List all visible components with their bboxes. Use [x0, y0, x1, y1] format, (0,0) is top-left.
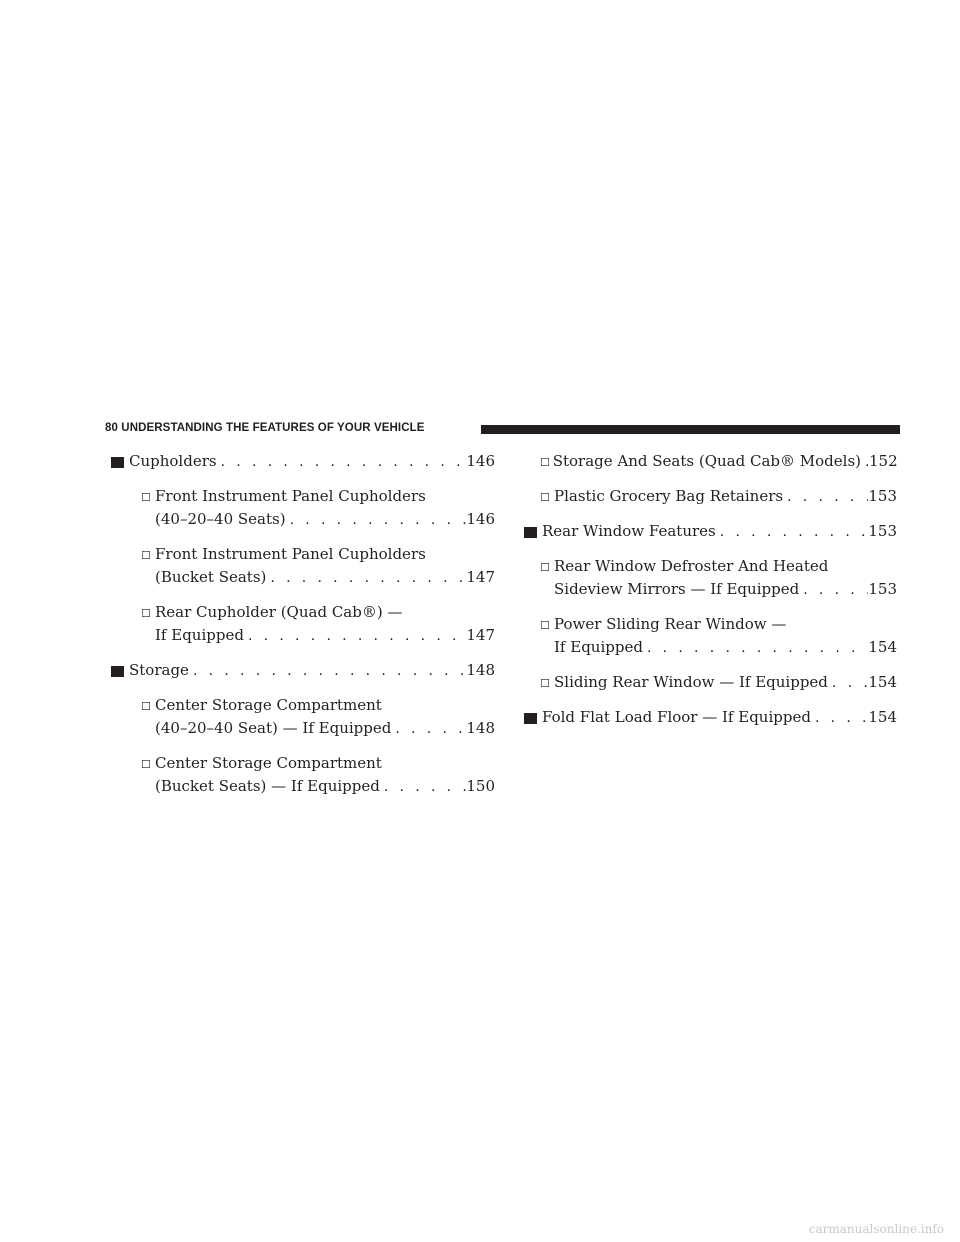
toc-page-number: 146	[466, 452, 495, 470]
toc-right-column	[524, 450, 897, 729]
toc-title: Plastic Grocery Bag Retainers	[554, 487, 784, 505]
toc-page-number: 147	[466, 568, 495, 586]
leader-dots	[716, 521, 869, 544]
leader-dots	[828, 672, 868, 695]
leader-dots	[217, 451, 467, 474]
toc-entry-fold-flat-load-floor[interactable]	[524, 706, 897, 729]
toc-page-number: 153	[868, 580, 897, 598]
toc-title: Center Storage Compartment	[155, 754, 382, 772]
subsection-box-icon: ☐	[141, 700, 151, 713]
toc-entry-storage[interactable]	[111, 659, 495, 682]
section-bullet-icon	[524, 527, 537, 538]
toc-entry-rear-cupholder[interactable]	[111, 601, 495, 647]
toc-title: Sliding Rear Window — If Equipped	[554, 673, 828, 691]
toc-title-continued: Sideview Mirrors — If Equipped	[554, 580, 800, 598]
toc-entry-rear-window-features[interactable]	[524, 520, 897, 543]
subsection-box-icon: ☐	[540, 561, 550, 574]
leader-dots	[266, 567, 466, 590]
subsection-box-icon: ☐	[141, 607, 151, 620]
toc-title: Front Instrument Panel Cupholders	[155, 545, 426, 563]
subsection-box-icon: ☐	[540, 456, 550, 469]
leader-dots	[244, 625, 466, 648]
section-bullet-icon	[111, 457, 124, 468]
toc-left-column	[111, 450, 495, 798]
leader-dots	[861, 451, 869, 474]
page-header	[105, 420, 900, 440]
toc-entry-front-panel-cupholders-4020[interactable]	[111, 485, 495, 531]
leader-dots	[643, 637, 868, 660]
leader-dots	[811, 707, 868, 730]
leader-dots	[189, 660, 466, 683]
toc-page-number: 153	[868, 487, 897, 505]
header-rule	[481, 425, 900, 434]
toc-title-continued: (40–20–40 Seat) — If Equipped	[155, 719, 392, 737]
toc-page-number: 154	[868, 673, 897, 691]
toc-entry-storage-and-seats[interactable]	[524, 450, 897, 473]
leader-dots	[380, 776, 467, 799]
watermark-text: carmanualsonline.info	[808, 1222, 944, 1236]
toc-title: Front Instrument Panel Cupholders	[155, 487, 426, 505]
toc-title: Rear Window Features	[542, 522, 716, 540]
subsection-box-icon: ☐	[141, 549, 151, 562]
toc-page-number: 148	[466, 719, 495, 737]
toc-page-number: 150	[466, 777, 495, 795]
toc-title-continued: (Bucket Seats)	[155, 568, 267, 586]
toc-entry-center-storage-4020[interactable]	[111, 694, 495, 740]
toc-page-number: 154	[868, 708, 897, 726]
toc-page-number: 152	[869, 452, 898, 470]
subsection-box-icon: ☐	[141, 491, 151, 504]
toc-page-number: 153	[868, 522, 897, 540]
toc-title: Cupholders	[129, 452, 217, 470]
header-title: 80 UNDERSTANDING THE FEATURES OF YOUR VEHICLE	[105, 422, 425, 434]
leader-dots	[783, 486, 868, 509]
toc-title: Fold Flat Load Floor — If Equipped	[542, 708, 811, 726]
toc-title: Power Sliding Rear Window —	[554, 615, 787, 633]
toc-entry-power-sliding-rear-window[interactable]	[524, 613, 897, 659]
toc-title-continued: (40–20–40 Seats)	[155, 510, 286, 528]
toc-page-number: 146	[466, 510, 495, 528]
leader-dots	[799, 579, 868, 602]
toc-page-number: 154	[868, 638, 897, 656]
toc-entry-grocery-bag-retainers[interactable]	[524, 485, 897, 508]
toc-title: Storage And Seats (Quad Cab® Models)	[552, 452, 861, 470]
toc-title: Center Storage Compartment	[155, 696, 382, 714]
toc-entry-cupholders[interactable]	[111, 450, 495, 473]
toc-title: Rear Window Defroster And Heated	[554, 557, 829, 575]
toc-entry-rear-window-defroster[interactable]	[524, 555, 897, 601]
subsection-box-icon: ☐	[141, 758, 151, 771]
toc-title: Rear Cupholder (Quad Cab®) —	[155, 603, 403, 621]
section-bullet-icon	[524, 713, 537, 724]
leader-dots	[391, 718, 466, 741]
toc-entry-sliding-rear-window[interactable]	[524, 671, 897, 694]
toc-page-number: 147	[466, 626, 495, 644]
toc-title-continued: If Equipped	[554, 638, 643, 656]
subsection-box-icon: ☐	[540, 619, 550, 632]
toc-page-number: 148	[466, 661, 495, 679]
toc-entry-center-storage-bucket[interactable]	[111, 752, 495, 798]
subsection-box-icon: ☐	[540, 491, 550, 504]
leader-dots	[286, 509, 467, 532]
toc-title: Storage	[129, 661, 189, 679]
subsection-box-icon: ☐	[540, 677, 550, 690]
toc-title-continued: If Equipped	[155, 626, 244, 644]
toc-title-continued: (Bucket Seats) — If Equipped	[155, 777, 380, 795]
section-bullet-icon	[111, 666, 124, 677]
toc-entry-front-panel-cupholders-bucket[interactable]	[111, 543, 495, 589]
